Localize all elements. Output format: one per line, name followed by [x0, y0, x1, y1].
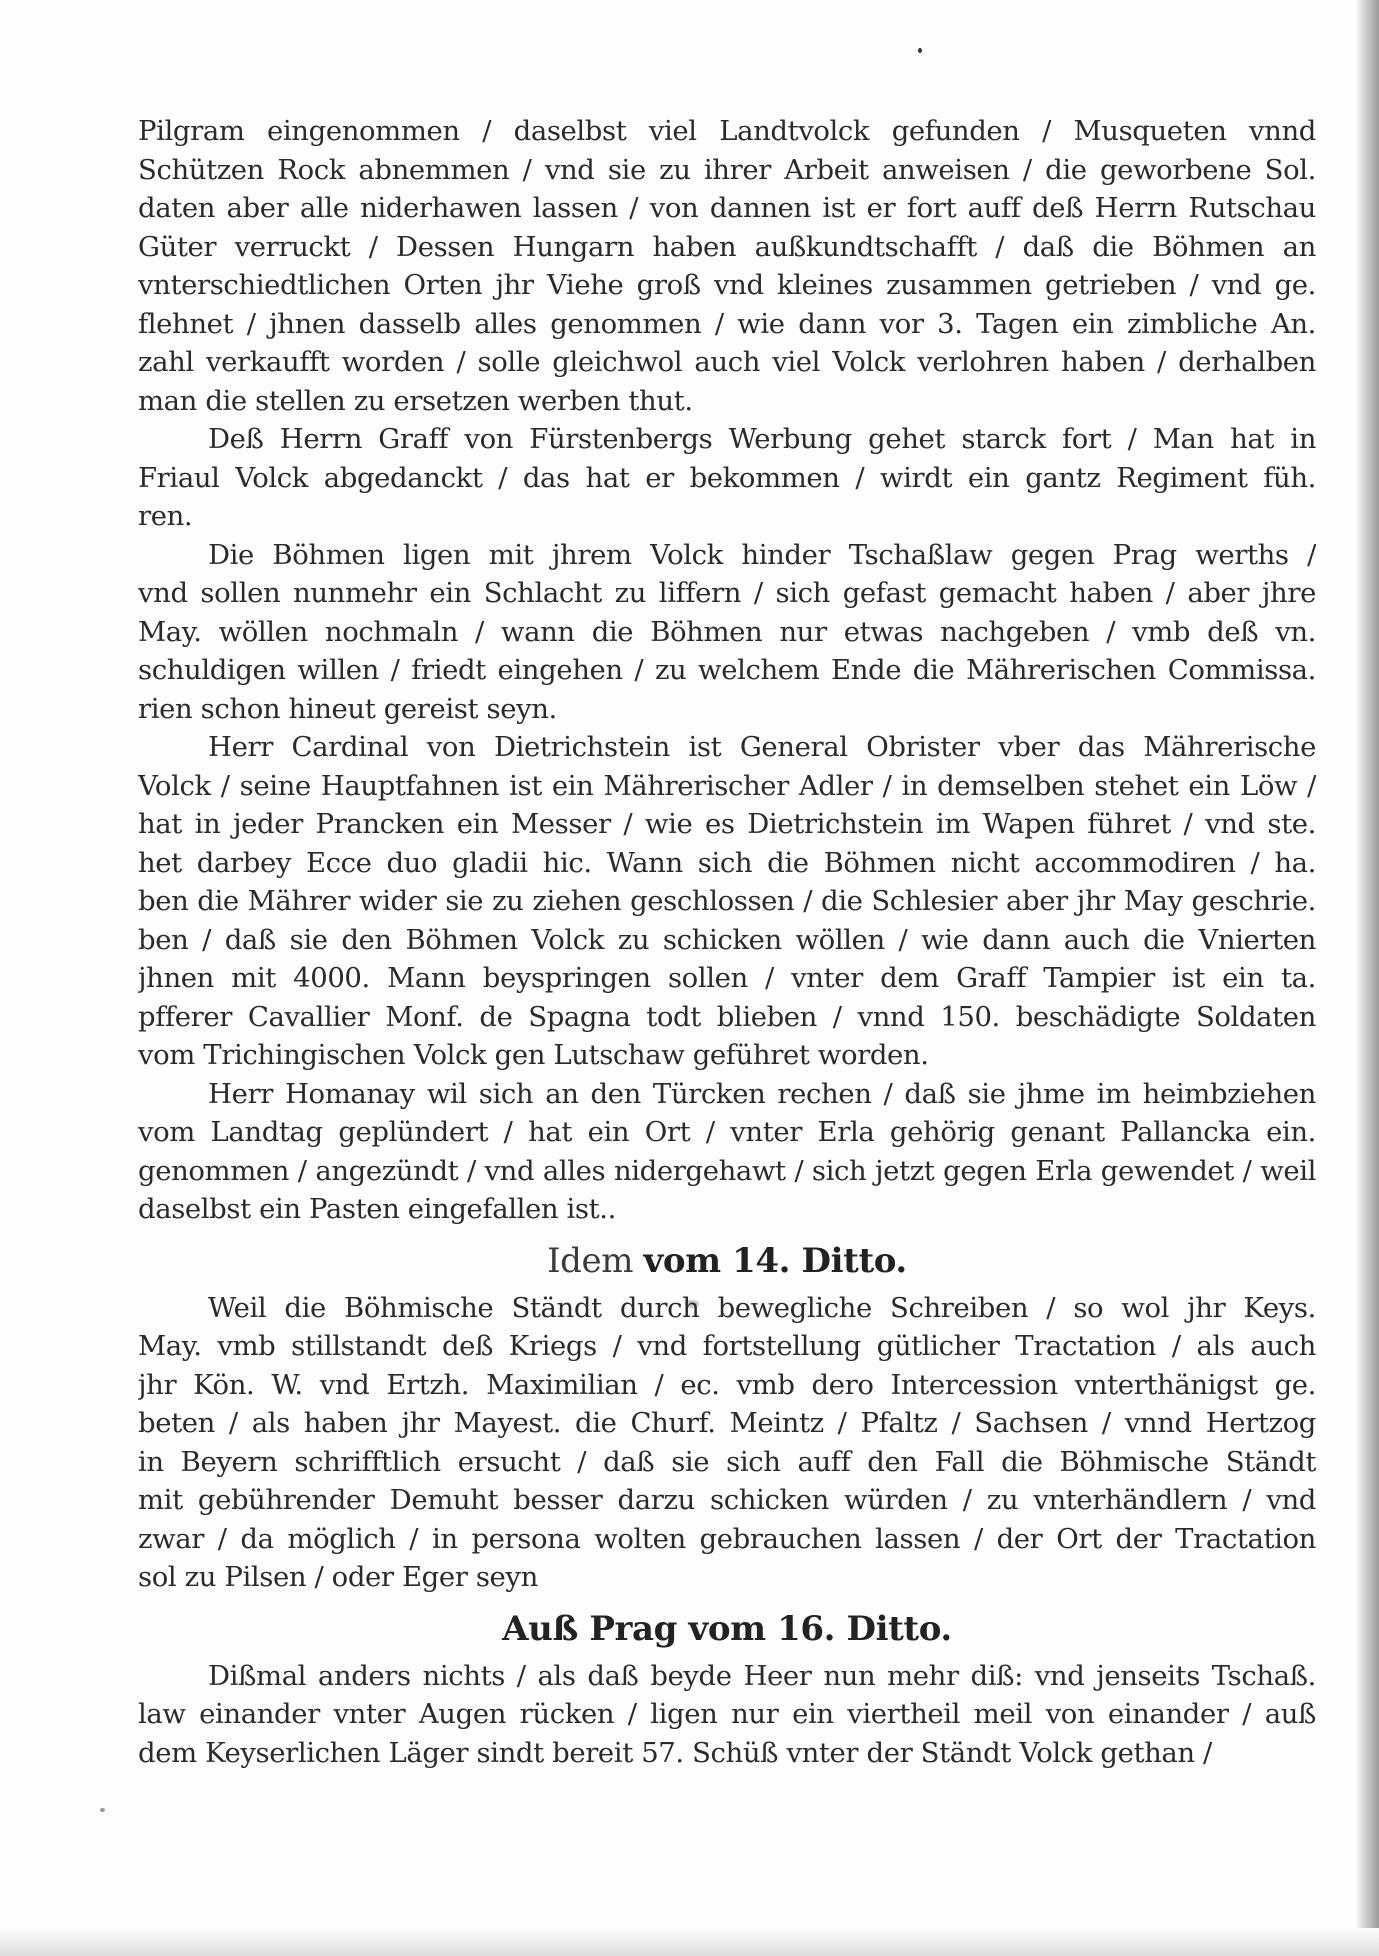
text-line: hat in jeder Prancken ein Messer / wie es Dietrichstein im Wapen führet / vnd ste.	[138, 808, 1316, 840]
text-line: ben die Mährer wider sie zu ziehen geschlossen / die Schlesier aber jhr May geschrie.	[138, 885, 1316, 917]
text-line: dem Keyserlichen Läger sindt bereit 57. Schüß vnter der Ständt Volck gethan /	[138, 1736, 1212, 1769]
text-line: zahl verkaufft worden / solle gleichwol auch viel Volck verlohren haben / derhalben	[138, 346, 1316, 378]
text-line: genommen / angezündt / vnd alles nidergehawt / sich jetzt gegen Erla gewendet / weil	[138, 1154, 1316, 1187]
text-line: vom Landtag geplündert / hat ein Ort / vnter Erla gehörig genant Pallancka ein.	[138, 1116, 1316, 1148]
text-line: daten aber alle niderhawen lassen / von dannen ist er fort auff deß Herrn Rutschau	[138, 192, 1316, 224]
page-edge-shadow	[1357, 0, 1379, 1956]
text-line: vnterschiedtlichen Orten jhr Viehe groß vnd kleines zusammen getrieben / vnd ge.	[138, 269, 1316, 301]
paragraph	[138, 420, 1316, 536]
text-line: Friaul Volck abgedanckt / das hat er bekommen / wirdt ein gantz Regiment füh.	[138, 461, 1316, 494]
text-line: schuldigen willen / friedt eingehen / zu welchem Ende die Mährerischen Commissa.	[138, 654, 1316, 686]
text-line: mit gebührender Demuht besser darzu schicken würden / zu vnterhändlern / vnd	[138, 1484, 1316, 1516]
text-line: Schützen Rock abnemmen / vnd sie zu ihrer Arbeit anweisen / die geworbene Sol.	[138, 153, 1316, 186]
section-heading-text: vom 14. Ditto.	[643, 1240, 907, 1281]
paragraph	[138, 1289, 1316, 1597]
text-line: jhnen mit 4000. Mann beyspringen sollen / vnter dem Graff Tampier ist ein ta.	[138, 962, 1316, 994]
text-line: pfferer Cavallier Monf. de Spagna todt blieben / vnnd 150. beschädigte Soldaten	[138, 1000, 1316, 1033]
text-line: in Beyern schrifftlich ersucht / daß sie sich auff den Fall die Böhmische Ständt	[138, 1445, 1316, 1478]
text-line: Die Böhmen ligen mit jhrem Volck hinder Tschaßlaw gegen Prag werths /	[208, 538, 1316, 571]
section-heading	[138, 1607, 1316, 1651]
ink-speck	[918, 48, 922, 53]
text-line: Pilgram eingenommen / daselbst viel Landtvolck gefunden / Musqueten vnnd	[138, 115, 1316, 147]
text-line: Volck / seine Hauptfahnen ist ein Mährerischer Adler / in demselben stehet ein Löw /	[138, 769, 1316, 802]
text-line: Dißmal anders nichts / als daß beyde Heer nun mehr diß: vnd jenseits Tschaß.	[208, 1659, 1316, 1692]
text-line: Güter verruckt / Dessen Hungarn haben außkundtschafft / daß die Böhmen an	[138, 230, 1316, 263]
ink-speck	[100, 1808, 105, 1812]
text-line: vom Trichingischen Volck gen Lutschaw geführet worden.	[138, 1039, 929, 1071]
section-heading-prefix: Idem	[547, 1240, 644, 1281]
paragraph	[138, 1657, 1316, 1773]
text-line: beten / als haben jhr Mayest. die Churf. Meintz / Pfaltz / Sachsen / vnnd Hertzog	[138, 1407, 1316, 1439]
text-line: sol zu Pilsen / oder Eger seyn	[138, 1561, 538, 1593]
paragraph	[138, 1075, 1316, 1229]
text-line: jhr Kön. W. vnd Ertzh. Maximilian / ec. vmb dero Intercession vnterthänigst ge.	[138, 1368, 1316, 1401]
text-line: ben / daß sie den Böhmen Volck zu schicken wöllen / wie dann auch die Vnierten	[138, 923, 1316, 956]
text-line: daselbst ein Pasten eingefallen ist..	[138, 1193, 616, 1225]
text-line: man die stellen zu ersetzen werben thut.	[138, 384, 693, 417]
text-line: vnd sollen nunmehr ein Schlacht zu liffern / sich gefast gemacht haben / aber jhre	[138, 577, 1316, 609]
text-line: het darbey Ecce duo gladii hic. Wann sich die Böhmen nicht accommodiren / ha.	[138, 846, 1316, 879]
paragraph	[138, 536, 1316, 729]
paragraph	[138, 728, 1316, 1075]
text-line: May. wöllen nochmaln / wann die Böhmen nur etwas nachgeben / vmb deß vn.	[138, 615, 1316, 648]
text-line: ren.	[138, 500, 193, 532]
text-line: May. vmb stillstandt deß Kriegs / vnd fortstellung gütlicher Tractation / als auch	[138, 1330, 1316, 1362]
text-line: Deß Herrn Graff von Fürstenbergs Werbung gehet starck fort / Man hat in	[208, 423, 1316, 455]
page-bottom-shadow	[0, 1928, 1379, 1956]
text-line: Herr Homanay wil sich an den Türcken rechen / daß sie jhme im heimbziehen	[208, 1077, 1316, 1110]
document-body	[138, 112, 1316, 1772]
text-line: Weil die Böhmische Ständt durch bewegliche Schreiben / so wol jhr Keys.	[208, 1291, 1316, 1324]
text-line: Herr Cardinal von Dietrichstein ist General Obrister vber das Mährerische	[208, 731, 1316, 763]
text-line: law einander vnter Augen rücken / ligen nur ein viertheil meil von einander / auß	[138, 1698, 1316, 1730]
paragraph	[138, 112, 1316, 420]
text-line: rien schon hineut gereist seyn.	[138, 692, 557, 725]
section-heading-text: Auß Prag vom 16. Ditto.	[502, 1608, 952, 1649]
section-heading	[138, 1239, 1316, 1283]
text-line: zwar / da möglich / in persona wolten gebrauchen lassen / der Ort der Tractation	[138, 1522, 1316, 1555]
text-line: flehnet / jhnen dasselb alles genommen / wie dann vor 3. Tagen ein zimbliche An.	[138, 307, 1316, 340]
